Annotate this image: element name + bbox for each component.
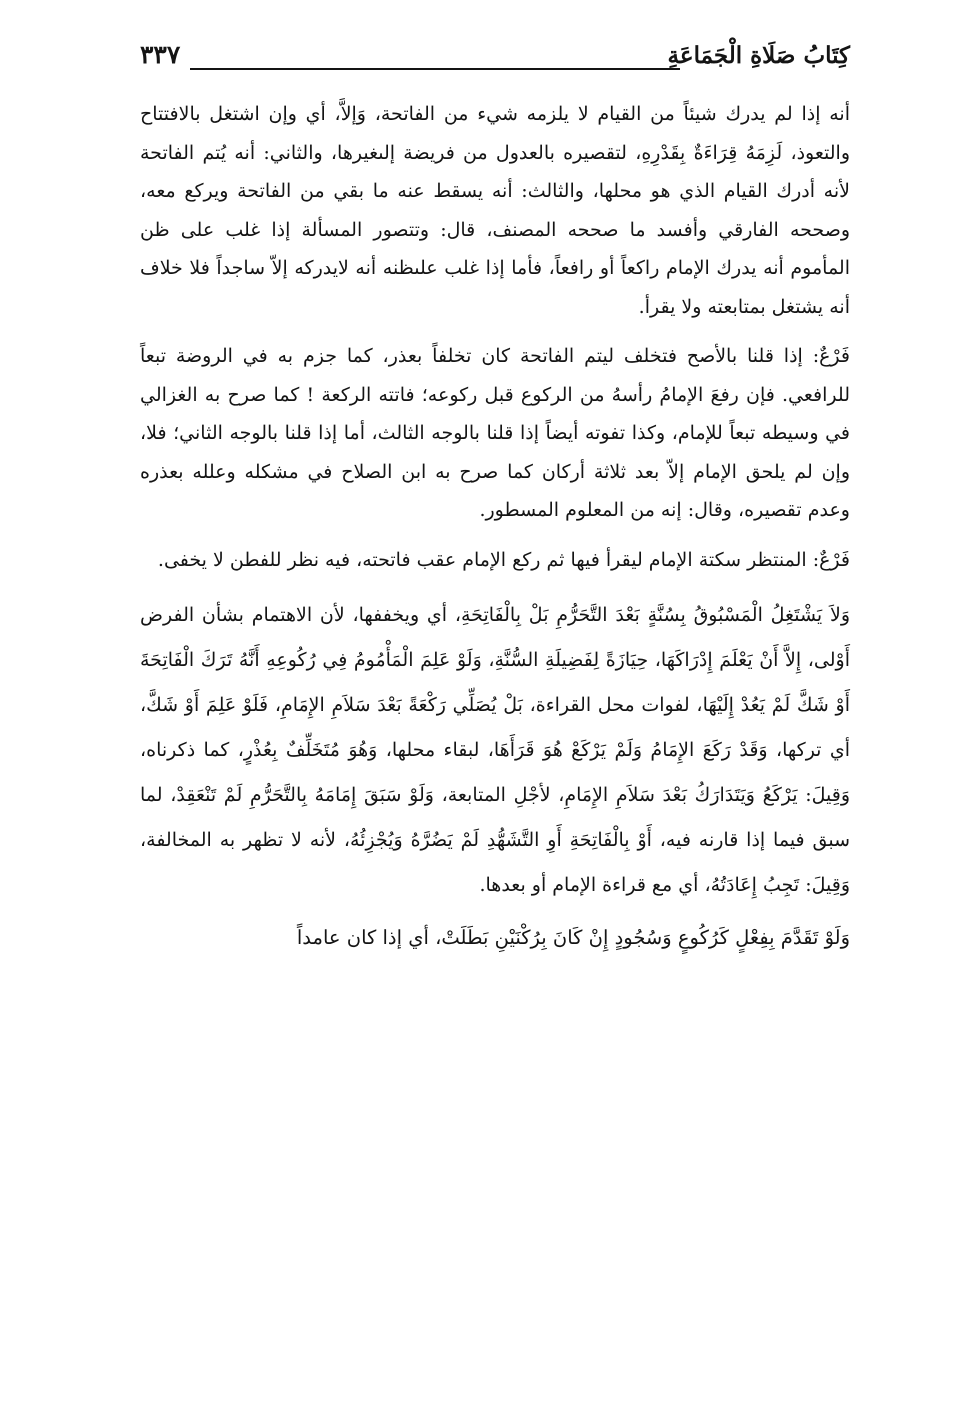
page-body — [140, 95, 850, 969]
paragraph-matn-1: وَلاَ يَشْتَغِلُ الْمَسْبُوقُ بِسُنَّةٍ بَعْدَ التَّحَرُّمِ بَلْ بِالْفَاتِحَةِ، أي ويخففها، لأن الاهتمام بشأن الفرض أَوْلى، إِلاَّ أَنْ يَعْلَمَ إِدْرَاكَهَا، حِيَازَةً لِفَضِيلَةِ السُّنَّةِ، وَلَوْ عَلِمَ الْمَأْمُومُ فِي رُكُوعِهِ أَنَّهُ تَرَكَ الْفَاتِحَةَ أَوْ شَكَّ لَمْ يَعُدْ إِلَيْهَا، لفوات محل القراءة، بَلْ يُصَلِّي رَكْعَةً بَعْدَ سَلاَمِ الإِمَامِ، فَلَوْ عَلِمَ أَوْ شَكَّ، أي تركها، وَقَدْ رَكَعَ الإِمَامُ وَلَمْ يَرْكَعْ هُوَ قَرَأَهَا، لبقاء محلها، وَهُوَ مُتَخَلِّفٌ بِعُذْرٍ، كما ذكرناه، وَقِيلَ: يَرْكَعُ وَيَتَدَارَكُ بَعْدَ سَلاَمِ الإِمَامِ، لأجْلِ المتابعة، وَلَوْ سَبَقَ إِمَامَهُ بِالتَّحَرُّمِ لَمْ تَنْعَقِدْ، لما سبق فيما إذا قارنه فيه، أَوْ بِالْفَاتِحَةِ أَوِ التَّشَهُّدِ لَمْ يَضُرَّهُ وَيُجْزِئُهُ، لأنه لا تظهر به المخالفة، وَقِيلَ: تَجِبُ إِعَادَتُهُ، أي مع قراءة الإمام أو بعدها. — [140, 604, 850, 896]
paragraph-far-2: فَرْعٌ: المنتظر سكتة الإمام ليقرأ فيها ثم ركع الإمام عقب فاتحته، فيه نظر للفطن لا يخفى. — [157, 548, 850, 571]
running-title: كِتَابُ صَلَاةِ الْجَمَاعَةِ — [667, 42, 850, 69]
page-header — [140, 36, 850, 76]
header-rule — [190, 68, 680, 70]
paragraph-far-1: فَرْعٌ: إذا قلنا بالأصح فتخلف ليتم الفاتحة كان تخلفاً بعذر، كما جزم به في الروضة تبعاً للرافعي. فإن رفعَ الإمامُ رأسهُ من الركوع قبل ركوعه؛ فاتته الركعة ! كما صرح به الغزالي في وسيطه تبعاً للإمام، وكذا تفوته أيضاً إذا قلنا بالوجه الثالث، أما إذا قلنا بالوجه الثاني؛ فلا، وإن لم يلحق الإمام إلاّ بعد ثلاثة أركان كما صرح به ابن الصلاح في مشكله وعلله بعذره وعدم تقصيره، وقال: إنه من المعلوم المسطور. — [140, 345, 850, 521]
page-number: ٣٣٧ — [140, 40, 181, 69]
paragraph-matn-2: وَلَوْ تَقَدَّمَ بِفِعْلٍ كَرُكُوعٍ وَسُجُودٍ إِنْ كَانَ بِرُكْنَيْنِ بَطَلَتْ، أي إذا كان عامداً — [296, 926, 850, 949]
paragraph-commentary-1: أنه إذا لم يدرك شيئاً من القيام لا يلزمه شيء من الفاتحة، وَإلاَّ، أي وإن اشتغل بالافتتاح والتعوذ، لَزِمَهُ قِرَاءَةٌ بِقَدْرِهِ، لتقصيره بالعدول من فريضة إلىغيرها، والثاني: أنه يُتم الفاتحة لأنه أدرك القيام الذي هو محلها، والثالث: أنه يسقط عنه ما بقي من الفاتحة ويركع معه، وصححه الفارقي وأفسد ما صححه المصنف، قال: وتتصور المسألة إذا غلب على ظن المأموم أنه يدرك الإمام راكعاً أو رافعاً، فأما إذا غلب علىظنه أنه لايدركه إلاّ ساجداً فلا خلاف أنه يشتغل بمتابعته ولا يقرأ. — [140, 103, 850, 318]
